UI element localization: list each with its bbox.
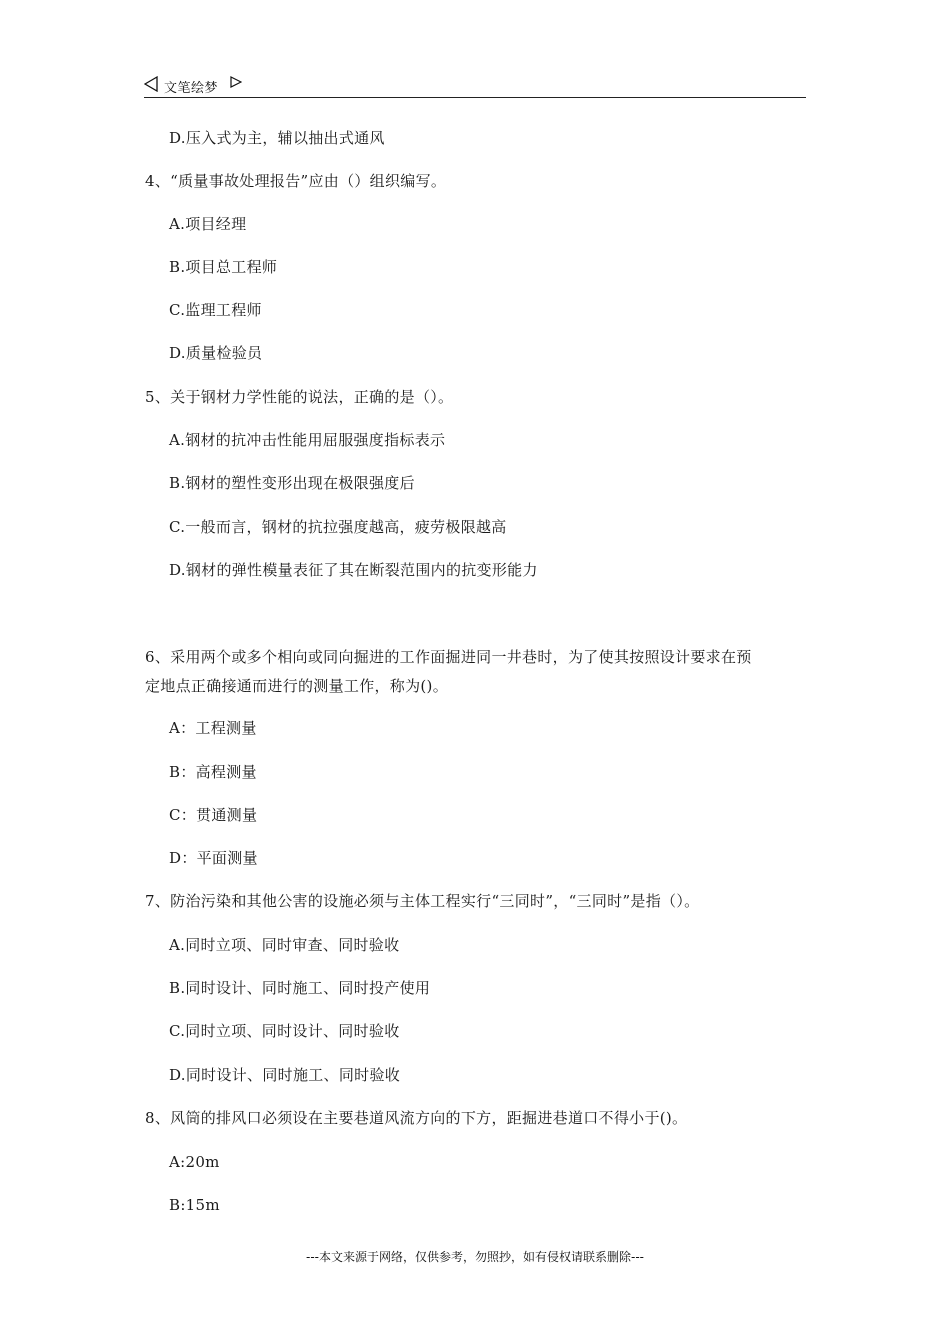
q5-option-c: C.一般而言，钢材的抗拉强度越高，疲劳极限越高 (169, 518, 507, 536)
question-5: 5、关于钢材力学性能的说法，正确的是（）。 (145, 388, 454, 406)
left-triangle-icon (144, 76, 158, 92)
q7-option-a: A.同时立项、同时审查、同时验收 (169, 936, 400, 954)
right-triangle-icon (230, 76, 242, 88)
q4-option-b: B.项目总工程师 (169, 258, 278, 276)
q7-option-b: B.同时设计、同时施工、同时投产使用 (169, 979, 431, 997)
q6-option-a: A：工程测量 (169, 719, 257, 737)
question-4: 4、“质量事故处理报告”应由（）组织编写。 (145, 172, 447, 190)
q4-option-c: C.监理工程师 (169, 301, 262, 319)
option-text: D.压入式为主，辅以抽出式通风 (169, 129, 385, 147)
q8-option-b: B:15m (169, 1196, 220, 1214)
question-7: 7、防治污染和其他公害的设施必须与主体工程实行“三同时”，“三同时”是指（）。 (145, 892, 700, 910)
q4-option-a: A.项目经理 (169, 215, 247, 233)
q7-option-c: C.同时立项、同时设计、同时验收 (169, 1022, 400, 1040)
q5-option-a: A.钢材的抗冲击性能用屈服强度指标表示 (169, 431, 446, 449)
question-6-line-1: 6、采用两个或多个相向或同向掘进的工作面掘进同一井巷时，为了使其按照设计要求在预 (145, 648, 752, 666)
q5-option-b: B.钢材的塑性变形出现在极限强度后 (169, 474, 415, 492)
q7-option-d: D.同时设计、同时施工、同时验收 (169, 1066, 401, 1084)
question-8: 8、风筒的排风口必须设在主要巷道风流方向的下方，距掘进巷道口不得小于()。 (145, 1109, 688, 1127)
q6-option-b: B：高程测量 (169, 763, 257, 781)
q6-option-d: D：平面测量 (169, 849, 258, 867)
q4-option-d: D.质量检验员 (169, 344, 263, 362)
page-footer: ---本文来源于网络，仅供参考，勿照抄，如有侵权请联系删除--- (306, 1250, 644, 1264)
q5-option-d: D.钢材的弹性模量表征了其在断裂范围内的抗变形能力 (169, 561, 538, 579)
q8-option-a: A:20m (169, 1153, 220, 1171)
question-6-line-2: 定地点正确接通而进行的测量工作，称为()。 (145, 677, 449, 695)
q6-option-c: C：贯通测量 (169, 806, 258, 824)
header-brand: 文笔绘梦 (164, 81, 219, 96)
page-header (144, 73, 806, 98)
